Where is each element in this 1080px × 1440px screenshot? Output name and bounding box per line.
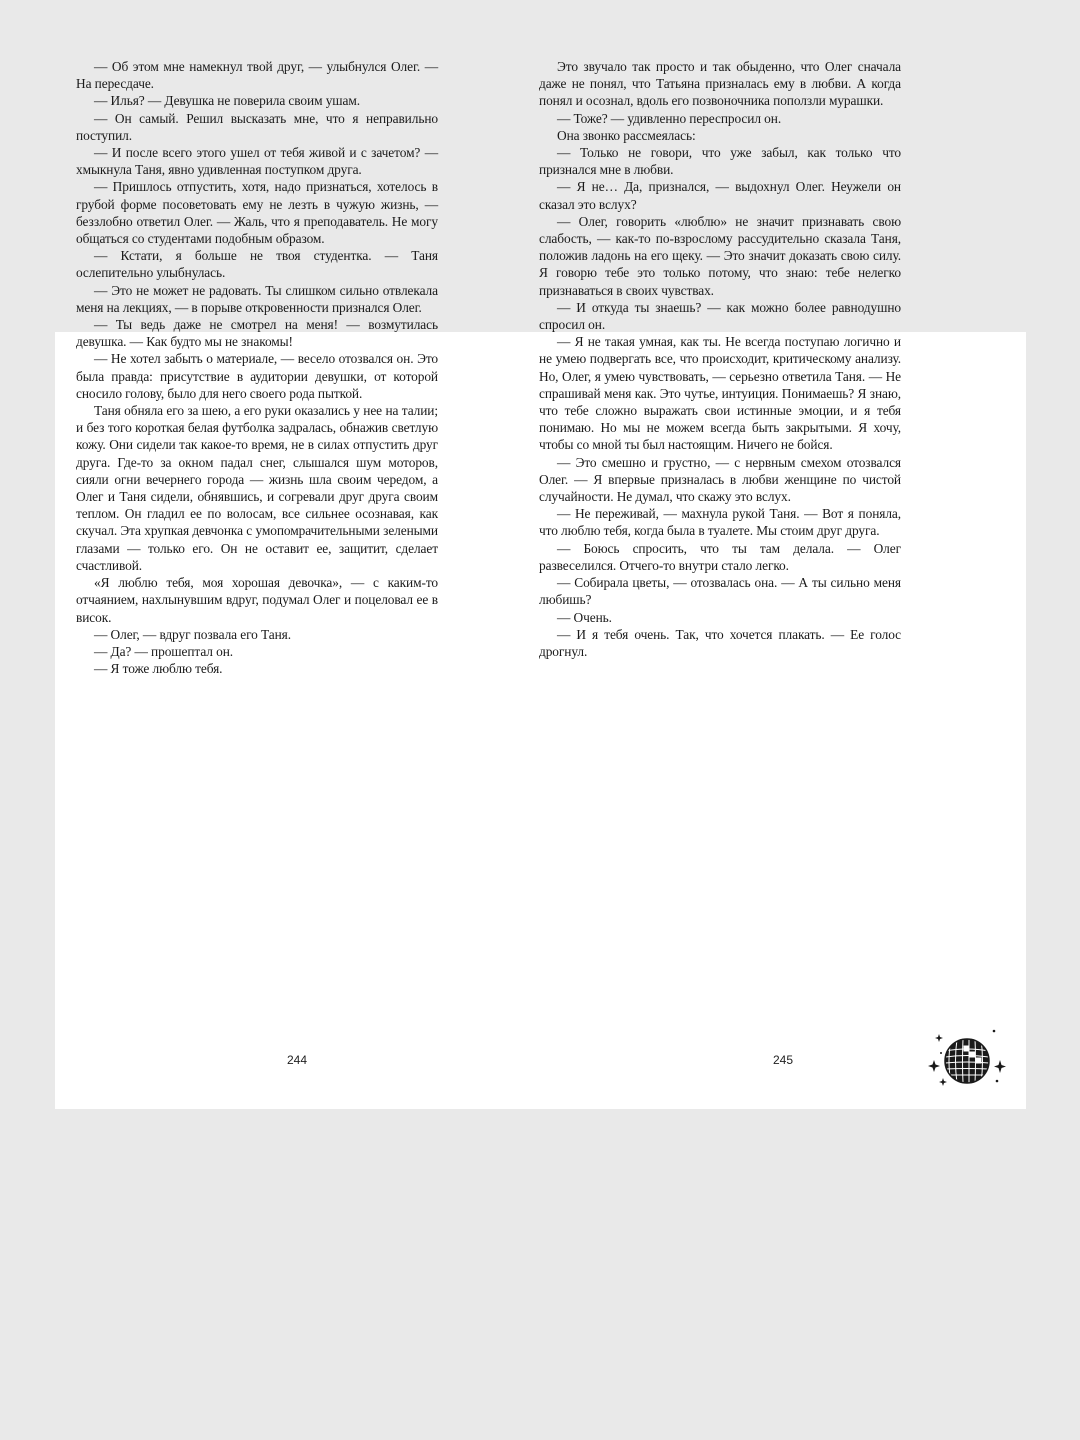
paragraph: — Пришлось отпустить, хотя, надо признаться, хотелось в грубой форме посоветовать ему не лезть в чужую жизнь, — беззлобно ответил Олег. — Жаль, что я преподаватель. Не могу общаться со студентами подобным образом.	[76, 179, 438, 247]
paragraph: Это звучало так просто и так обыденно, что Олег сначала даже не понял, что Татьяна призналась ему в любви. А когда понял и осознал, вдоль его позвоночника поползли мурашки.	[539, 59, 901, 109]
page-number-right: 245	[773, 1053, 794, 1067]
paragraph: — Я не… Да, признался, — выдохнул Олег. Неужели он сказал это вслух?	[539, 179, 901, 212]
paragraph: Таня обняла его за шею, а его руки оказались у нее на талии; и без того короткая белая футболка задралась, обнажив светлую кожу. Они сидели так какое-то время, не в силах отпустить друг друга. Где-то за окном падал снег, слышался шум моторов, сияли огни вечернего города — жизнь шла своим чередом, а Олег и Таня сидели, обнявшись, и согревали друг друга своим теплом. Он гладил ее по волосам, все сильнее осознавая, как скучал. Эта хрупкая девчонка с умопомрачительными зелеными глазами — только его. Он не оставит ее, защитит, сделает счастливой.	[76, 403, 438, 573]
right-page-text	[539, 58, 901, 660]
paragraph: — Ты ведь даже не смотрел на меня! — возмутилась девушка. — Как будто мы не знакомы!	[76, 317, 438, 350]
paragraph: — Олег, — вдруг позвала его Таня.	[94, 626, 291, 642]
paragraph: — Тоже? — удивленно переспросил он.	[557, 110, 782, 126]
paragraph: — Очень.	[557, 609, 612, 625]
paragraph: — Да? — прошептал он.	[94, 643, 234, 659]
paragraph: — Это смешно и грустно, — с нервным смехом отозвался Олег. — Я впервые призналась в любви женщине по чистой случайности. Не думал, что скажу это вслух.	[539, 454, 901, 505]
paragraph: — Не хотел забыть о материале, — весело отозвался он. Это была правда: присутствие в аудитории девушки, от которой сносило голову, было для него своего рода пыткой.	[76, 351, 438, 401]
paragraph: — Собирала цветы, — отозвалась она. — А ты сильно меня любишь?	[539, 575, 901, 608]
paragraph: — Он самый. Решил высказать мне, что я неправильно поступил.	[76, 110, 438, 143]
paragraph: — Об этом мне намекнул твой друг, — улыбнулся Олег. — На пересдаче.	[76, 59, 438, 92]
paragraph: — Не переживай, — махнула рукой Таня. — Вот я поняла, что люблю тебя, когда была в туалете. Мы стоим друг друга.	[539, 506, 901, 539]
paragraph: Она звонко рассмеялась:	[557, 127, 696, 143]
paragraph: — Я не такая умная, как ты. Не всегда поступаю логично и не умею подвергать все, что происходит, критическому анализу. Но, Олег, я умею чувствовать, — серьезно ответила Таня. — Не спрашивай меня как. Это чутье, интуиция. Понимаешь? Я знаю, что тебе сложно выражать свои истинные эмоции, и я тебя понимаю. Но мы не можем всегда быть закрытыми. Я хочу, чтобы со мной ты был настоящим. Ничего не бойся.	[539, 334, 901, 453]
paragraph: — И после всего этого ушел от тебя живой и с зачетом? — хмыкнула Таня, явно удивленная поступком друга.	[76, 145, 438, 178]
disco-ball-icon	[924, 1018, 1010, 1104]
page-number-left: 244	[287, 1053, 308, 1067]
paragraph: — И откуда ты знаешь? — как можно более равнодушно спросил он.	[539, 299, 901, 333]
paragraph: — И я тебя очень. Так, что хочется плакать. — Ее голос дрогнул.	[539, 626, 901, 659]
paragraph: — Илья? — Девушка не поверила своим ушам.	[94, 93, 360, 109]
paragraph: — Это не может не радовать. Ты слишком сильно отвлекала меня на лекциях, — в порыве откровенности признался Олег.	[76, 282, 438, 315]
paragraph: — Кстати, я больше не твоя студентка. — Таня ослепительно улыбнулась.	[76, 248, 438, 281]
paragraph: — Боюсь спросить, что ты там делала. — Олег развеселился. Отчего-то внутри стало легко.	[539, 540, 901, 573]
paragraph: «Я люблю тебя, моя хорошая девочка», — с каким-то отчаянием, нахлынувшим вдруг, подумал Олег и поцеловал ее в висок.	[76, 575, 438, 625]
paragraph: — Я тоже люблю тебя.	[94, 661, 223, 677]
paragraph: — Только не говори, что уже забыл, как только что признался мне в любви.	[539, 145, 901, 178]
left-page-text	[76, 58, 438, 677]
paragraph: — Олег, говорить «люблю» не значит признавать свою слабость, — как-то по-взрослому рассудительно сказала Таня, положив ладонь на его щеку. — Это значит доказать свою силу. Я говорю тебе это только потому, что знаю: тебе нелегко признаваться в своих чувствах.	[539, 213, 901, 298]
